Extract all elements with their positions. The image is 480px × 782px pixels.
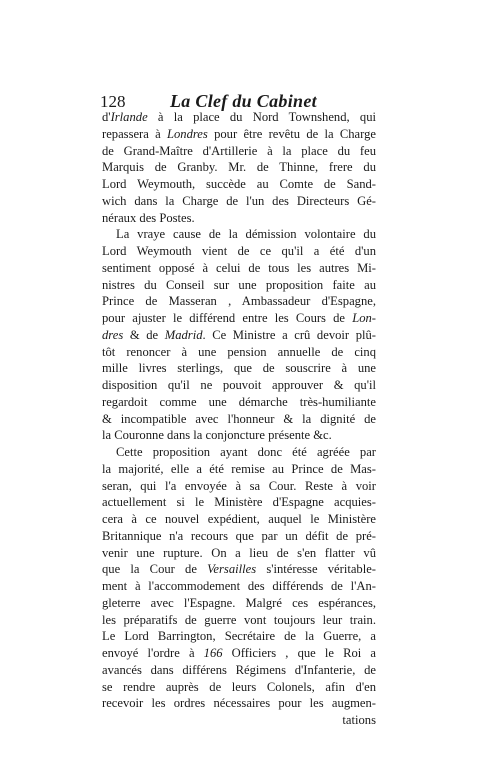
text-run: les préparatifs de guerre vont toujours leur train. xyxy=(102,612,376,627)
text-run: Le Lord Barrington, Secrétaire de la Guerre, a xyxy=(102,629,376,644)
text-run: & de xyxy=(123,327,165,342)
text-line xyxy=(102,394,376,411)
italic-text: Irlande xyxy=(110,110,148,124)
text-line xyxy=(102,494,376,511)
text-run: Cette proposition ayant donc été agréée par xyxy=(116,445,376,459)
text-run: Lord Weymouth vient de ce qu'il a été d'un xyxy=(102,244,376,258)
text-line xyxy=(102,226,376,243)
text-line xyxy=(102,310,376,327)
italic-text: 166 xyxy=(203,646,223,660)
italic-text: dres xyxy=(102,327,124,342)
text-run: de Grand-Maître d'Artillerie à la place du feu xyxy=(102,143,376,158)
text-line xyxy=(102,377,376,394)
text-line xyxy=(102,545,376,562)
text-line xyxy=(102,126,376,143)
text-run: ment à l'accommodement des différends de l'An- xyxy=(102,579,376,593)
text-run: disposition qu'il ne pouvoit approuver & qu'il xyxy=(102,378,376,392)
text-run: actuellement si le Ministère d'Espagne acquies- xyxy=(102,495,376,510)
text-run: s'intéresse véritable- xyxy=(256,562,376,577)
italic-text: Lon- xyxy=(352,311,376,325)
text-run: tations xyxy=(342,713,376,727)
page-number: 128 xyxy=(100,92,126,111)
text-line xyxy=(102,293,376,310)
text-run: tôt renoncer à une pension annuelle de cinq xyxy=(102,344,376,359)
text-line xyxy=(102,695,376,712)
paragraph xyxy=(102,109,376,226)
text-run: seran, qui l'a envoyée à sa Cour. Reste à voir xyxy=(102,478,376,493)
text-run: Britannique n'a recours que par un défit de pré- xyxy=(102,528,376,543)
text-line xyxy=(102,612,376,629)
text-line xyxy=(102,679,376,696)
text-line xyxy=(102,327,376,344)
text-line xyxy=(102,444,376,461)
text-run: envoyé l'ordre à xyxy=(102,646,204,660)
text-run: à la place du Nord Townshend, qui xyxy=(147,110,376,124)
text-line xyxy=(102,344,376,361)
text-run: wich dans la Charge de l'un des Directeurs Gé- xyxy=(102,193,376,208)
text-run: Lord Weymouth, succède au Comte de Sand- xyxy=(102,177,376,191)
paragraph xyxy=(102,226,376,444)
text-line xyxy=(102,210,376,227)
text-line xyxy=(102,243,376,260)
text-run: recevoir les ordres nécessaires pour les augmen- xyxy=(102,696,376,711)
text-run: sentiment opposé à celui de tous les autres Mi- xyxy=(102,260,376,275)
text-line xyxy=(102,427,376,444)
text-run: repassera à xyxy=(102,126,167,141)
text-run: Prince de Masseran , Ambassadeur d'Espagne, xyxy=(102,294,376,309)
text-run: venir une rupture. On a lieu de s'en flatter vû xyxy=(102,545,376,560)
text-line xyxy=(102,411,376,428)
text-line xyxy=(102,461,376,478)
text-run: & incompatible avec l'honneur & la dignité de xyxy=(102,411,376,426)
italic-text: Madrid xyxy=(164,327,203,342)
text-run: pour être revêtu de la Charge xyxy=(207,126,376,141)
text-line xyxy=(102,176,376,193)
text-line xyxy=(102,143,376,160)
text-run: . Ce Ministre a crû devoir plû- xyxy=(202,327,376,342)
italic-text: Londres xyxy=(166,126,208,141)
text-run: nistres du Conseil sur une proposition faite au xyxy=(102,277,376,292)
text-line xyxy=(102,662,376,679)
text-line xyxy=(102,528,376,545)
text-line xyxy=(102,109,376,126)
text-line xyxy=(102,595,376,612)
text-line xyxy=(102,511,376,528)
text-run: la Couronne dans la conjoncture présente &c. xyxy=(102,428,332,443)
text-run: se rendre auprès de leurs Colonels, afin d'en xyxy=(102,679,376,694)
text-line xyxy=(102,159,376,176)
text-line xyxy=(102,360,376,377)
text-run: que la Cour de xyxy=(102,562,208,577)
text-run: pour ajuster le différend entre les Cours de xyxy=(102,311,353,325)
text-line xyxy=(102,645,376,662)
body-text xyxy=(102,109,376,729)
text-run: Officiers , que le Roi a xyxy=(222,646,376,660)
text-run: cera à ce nouvel expédient, auquel le Ministère xyxy=(102,512,376,526)
text-run: avancés dans différens Régimens d'Infanterie, de xyxy=(102,662,376,677)
text-line xyxy=(102,193,376,210)
text-run: mille livres sterlings, que de souscrire à une xyxy=(102,361,376,376)
text-line xyxy=(102,478,376,495)
text-run: La vraye cause de la démission volontaire du xyxy=(116,227,376,242)
text-line xyxy=(102,628,376,645)
text-line xyxy=(102,277,376,294)
text-line xyxy=(102,260,376,277)
text-run: la majorité, elle a été remise au Prince de Mas- xyxy=(102,461,376,476)
text-line xyxy=(102,712,376,729)
paragraph xyxy=(102,444,376,729)
text-run: regardoit comme une démarche très-humiliante xyxy=(102,394,376,409)
text-run: d' xyxy=(102,110,111,124)
italic-text: Versailles xyxy=(207,562,257,577)
running-title: La Clef du Cabinet xyxy=(170,91,317,111)
text-line xyxy=(102,561,376,578)
text-run: néraux des Postes. xyxy=(102,210,195,225)
text-line xyxy=(102,578,376,595)
text-run: gleterre avec l'Espagne. Malgré ces espérances, xyxy=(102,595,376,610)
text-run: Marquis de Granby. Mr. de Thinne, frere du xyxy=(102,160,376,175)
